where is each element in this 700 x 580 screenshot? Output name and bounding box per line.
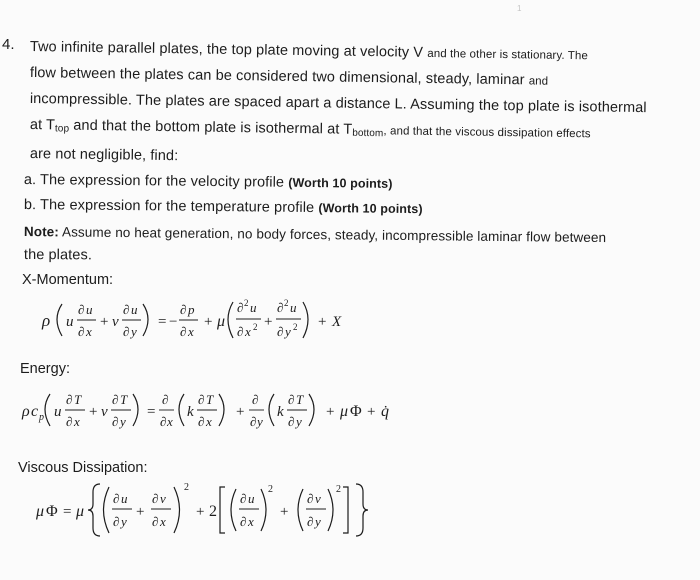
svg-text:y: y xyxy=(285,324,291,339)
svg-text:p: p xyxy=(39,412,44,423)
svg-text:μ: μ xyxy=(76,503,85,520)
svg-text:∂: ∂ xyxy=(240,514,247,529)
svg-text:2: 2 xyxy=(253,322,258,332)
svg-text:T: T xyxy=(74,392,82,407)
paren xyxy=(309,394,314,426)
svg-text:Φ: Φ xyxy=(350,403,362,420)
svg-text:∂: ∂ xyxy=(113,491,120,506)
note-line: Note: Assume no heat generation, no body forces, steady, incompressible laminar flow between xyxy=(23,224,607,246)
svg-text:x: x xyxy=(248,514,254,529)
x-momentum-label: X-Momentum: xyxy=(22,272,114,288)
question-number: 4. xyxy=(2,36,15,53)
svg-text:T: T xyxy=(296,392,304,407)
svg-text:ρ: ρ xyxy=(42,311,51,330)
svg-text:c: c xyxy=(31,403,39,420)
svg-text:y: y xyxy=(131,324,137,339)
svg-text:u: u xyxy=(248,491,255,506)
svg-text:=: = xyxy=(147,404,156,420)
svg-text:∂: ∂ xyxy=(237,324,244,339)
svg-text:∂: ∂ xyxy=(152,514,159,529)
svg-text:x: x xyxy=(74,414,80,429)
svg-text:∂: ∂ xyxy=(152,491,159,506)
svg-text:u: u xyxy=(131,302,138,317)
svg-text:∂: ∂ xyxy=(78,302,85,317)
svg-text:+: + xyxy=(280,504,289,520)
paren xyxy=(261,489,266,531)
svg-text:+: + xyxy=(326,404,335,420)
paren xyxy=(104,487,110,533)
paren xyxy=(328,489,333,531)
svg-text:∂: ∂ xyxy=(66,392,73,407)
svg-text:x: x xyxy=(188,324,194,339)
svg-text:u: u xyxy=(121,491,128,506)
svg-text:μ: μ xyxy=(340,403,349,420)
svg-text:v: v xyxy=(315,491,321,506)
svg-text:∂: ∂ xyxy=(78,324,85,339)
paren xyxy=(133,394,138,426)
svg-text:2: 2 xyxy=(293,322,298,332)
paren xyxy=(231,489,236,531)
svg-text:∂: ∂ xyxy=(160,414,167,429)
svg-text:y: y xyxy=(121,514,127,529)
part-b: b. The expression for the temperature profile (Worth 10 points) xyxy=(23,197,423,217)
svg-text:μ: μ xyxy=(217,313,226,330)
svg-text:v: v xyxy=(112,314,119,330)
svg-text:∂: ∂ xyxy=(252,392,259,407)
svg-text:+: + xyxy=(264,314,273,330)
svg-text:u: u xyxy=(54,404,62,420)
paren xyxy=(269,394,274,426)
svg-text:∂: ∂ xyxy=(307,514,314,529)
svg-text:+: + xyxy=(100,314,109,330)
svg-text:q̇: q̇ xyxy=(381,403,389,420)
svg-text:∂: ∂ xyxy=(113,514,120,529)
paren xyxy=(174,487,180,533)
svg-text:∂: ∂ xyxy=(180,302,187,317)
bracket xyxy=(220,487,225,533)
svg-text:∂: ∂ xyxy=(112,414,119,429)
svg-text:+: + xyxy=(204,314,213,330)
svg-text:T: T xyxy=(206,392,214,407)
svg-text:u: u xyxy=(86,302,93,317)
svg-text:y: y xyxy=(120,414,126,429)
svg-text:+: + xyxy=(89,404,98,420)
svg-text:∂: ∂ xyxy=(288,414,295,429)
svg-text:=: = xyxy=(63,504,72,520)
svg-text:x: x xyxy=(160,514,166,529)
svg-text:+: + xyxy=(236,404,245,420)
energy-label: Energy: xyxy=(20,361,70,377)
svg-text:y: y xyxy=(257,414,263,429)
svg-text:∂: ∂ xyxy=(240,491,247,506)
svg-text:y: y xyxy=(315,514,321,529)
problem-line-4: at $T_{top}$ and that the bottom plate is isothermal at $T_{bottom}$, and that the viscous dissipation effects xyxy=(29,117,591,141)
note-line-2: the plates. xyxy=(23,247,93,264)
svg-text:2: 2 xyxy=(336,484,341,495)
svg-text:x: x xyxy=(167,414,173,429)
svg-text:2: 2 xyxy=(184,482,189,493)
part-a: a. The expression for the velocity profile (Worth 10 points) xyxy=(23,172,393,191)
svg-text:v: v xyxy=(101,404,108,420)
x-momentum-equation xyxy=(41,298,342,339)
svg-text:∂: ∂ xyxy=(198,414,205,429)
svg-text:2: 2 xyxy=(209,503,217,520)
svg-text:∂: ∂ xyxy=(66,414,73,429)
svg-text:x: x xyxy=(245,324,251,339)
svg-text:∂: ∂ xyxy=(180,324,187,339)
problem-line-3: incompressible. The plates are spaced apart a distance L. Assuming the top plate is isothermal xyxy=(29,91,647,117)
svg-text:2: 2 xyxy=(268,484,273,495)
paren xyxy=(45,394,50,426)
svg-text:2: 2 xyxy=(284,298,289,308)
corner-mark: 1 xyxy=(517,4,522,13)
svg-text:ρ: ρ xyxy=(22,403,30,420)
problem-line-1: Two infinite parallel plates, the top plate moving at velocity V and the other is stationary. The xyxy=(29,39,589,63)
paren xyxy=(228,302,233,338)
svg-text:∂: ∂ xyxy=(112,392,119,407)
svg-text:∂: ∂ xyxy=(250,414,257,429)
paren xyxy=(57,304,62,336)
svg-text:Φ: Φ xyxy=(46,503,58,520)
svg-text:∂: ∂ xyxy=(123,302,130,317)
svg-text:∂: ∂ xyxy=(162,392,169,407)
svg-text:p: p xyxy=(188,302,195,317)
svg-text:X: X xyxy=(332,314,342,330)
svg-text:u: u xyxy=(290,300,297,315)
svg-text:∂: ∂ xyxy=(307,491,314,506)
svg-text:=: = xyxy=(158,314,167,330)
paren xyxy=(303,302,308,338)
paren xyxy=(298,489,303,531)
svg-text:u: u xyxy=(250,300,257,315)
svg-text:∂: ∂ xyxy=(198,392,205,407)
viscous-dissipation-label: Viscous Dissipation: xyxy=(18,460,148,476)
svg-text:∂: ∂ xyxy=(277,300,284,315)
paren xyxy=(143,304,148,336)
svg-text:+: + xyxy=(136,504,145,520)
svg-text:x: x xyxy=(206,414,212,429)
svg-text:y: y xyxy=(296,414,302,429)
svg-text:k: k xyxy=(187,404,194,420)
problem-line-2: flow between the plates can be considered two dimensional, steady, laminar and xyxy=(29,65,549,89)
svg-text:v: v xyxy=(160,491,166,506)
svg-text:∂: ∂ xyxy=(288,392,295,407)
energy-equation xyxy=(21,392,389,429)
svg-text:u: u xyxy=(66,314,74,330)
svg-text:+: + xyxy=(367,404,376,420)
svg-text:∂: ∂ xyxy=(277,324,284,339)
viscous-dissipation-equation xyxy=(35,482,368,536)
svg-text:μ: μ xyxy=(36,503,45,520)
svg-text:+: + xyxy=(318,314,327,330)
problem-line-5: are not negligible, find: xyxy=(29,146,179,165)
brace xyxy=(88,484,100,536)
svg-text:2: 2 xyxy=(244,298,249,308)
svg-text:∂: ∂ xyxy=(123,324,130,339)
svg-text:−: − xyxy=(169,314,178,330)
brace xyxy=(356,484,368,536)
svg-text:+: + xyxy=(196,504,205,520)
svg-text:T: T xyxy=(120,392,128,407)
svg-text:x: x xyxy=(86,324,92,339)
paren xyxy=(219,394,224,426)
svg-text:k: k xyxy=(277,404,284,420)
paren xyxy=(179,394,184,426)
svg-text:∂: ∂ xyxy=(237,300,244,315)
bracket xyxy=(343,487,348,533)
